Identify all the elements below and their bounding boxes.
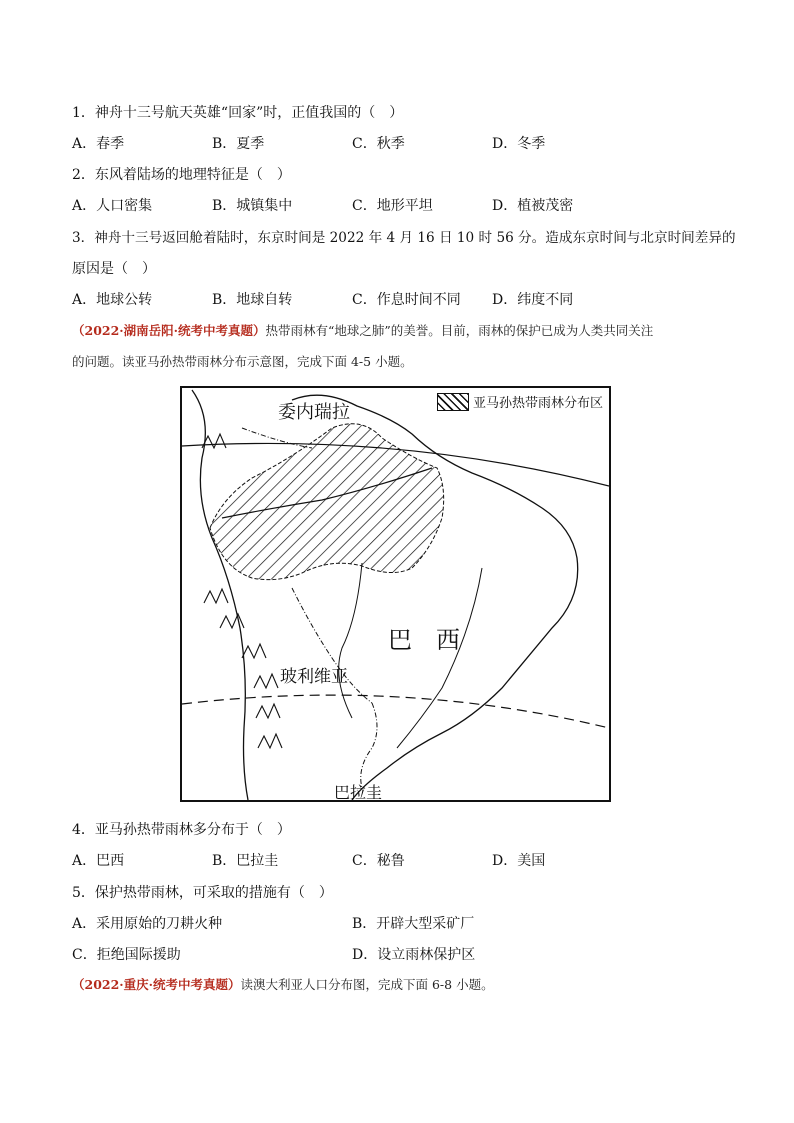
q5-option-a: A．采用原始的刀耕火种 — [72, 916, 223, 932]
q3-option-c: C．作息时间不同 — [352, 292, 461, 308]
q2-option-a: A．人口密集 — [72, 198, 153, 214]
source-2-text: 读澳大利亚人口分布图，完成下面 6-8 小题。 — [240, 977, 494, 992]
source-2-tag: （2022·重庆·统考中考真题） — [72, 977, 241, 992]
q1-option-c: C．秋季 — [352, 136, 405, 152]
rainforest-area — [210, 424, 444, 580]
q1-option-a: A．春季 — [72, 136, 125, 152]
q2-option-c: C．地形平坦 — [352, 198, 433, 214]
question-2-stem: 2．东风着陆场的地理特征是（ ） — [72, 167, 291, 183]
amazon-rainforest-map — [180, 386, 611, 802]
label-bolivia: 玻利维亚 — [280, 667, 348, 687]
source-1-tag: （2022·湖南岳阳·统考中考真题） — [72, 323, 266, 338]
label-brazil: 巴 西 — [388, 626, 460, 654]
question-5-stem: 5．保护热带雨林，可采取的措施有（ ） — [72, 885, 333, 901]
map-drawing — [182, 388, 609, 800]
q1-option-b: B．夏季 — [212, 136, 265, 152]
q3-option-d: D．纬度不同 — [492, 292, 574, 308]
source-1-text-line1: 热带雨林有“地球之肺”的美誉。目前，雨林的保护已成为人类共同关注 — [265, 323, 654, 338]
map-legend — [437, 392, 603, 411]
q4-option-c: C．秘鲁 — [352, 853, 405, 869]
tropic-line — [182, 695, 609, 728]
source-1-text-line2: 的问题。读亚马孙热带雨林分布示意图，完成下面 4-5 小题。 — [72, 354, 413, 369]
river — [397, 568, 482, 748]
q4-option-a: A．巴西 — [72, 853, 125, 869]
q4-option-b: B．巴拉圭 — [212, 853, 279, 869]
q3-option-b: B．地球自转 — [212, 292, 293, 308]
q2-option-b: B．城镇集中 — [212, 198, 293, 214]
q5-option-c: C．拒绝国际援助 — [72, 947, 181, 963]
question-3-stem-line1: 3．神舟十三号返回舱着陆时，东京时间是 2022 年 4 月 16 日 10 时 56 分。造成东京时间与北京时间差异的 — [72, 230, 736, 246]
question-4-stem: 4．亚马孙热带雨林多分布于（ ） — [72, 822, 291, 838]
q4-option-d: D．美国 — [492, 853, 546, 869]
label-paraguay: 巴拉圭 — [334, 783, 383, 802]
q5-option-d: D．设立雨林保护区 — [352, 947, 476, 963]
source-2-line — [72, 975, 494, 995]
question-1-stem: 1．神舟十三号航天英雄“回家”时，正值我国的（ ） — [72, 105, 404, 121]
q1-option-d: D．冬季 — [492, 136, 546, 152]
legend-label: 亚马孙热带雨林分布区 — [472, 396, 603, 411]
legend-hatch-swatch — [437, 393, 469, 411]
q5-option-b: B．开辟大型采矿厂 — [352, 916, 475, 932]
q2-option-d: D．植被茂密 — [492, 198, 574, 214]
source-1-line1 — [72, 321, 653, 341]
question-3-stem-line2: 原因是（ ） — [72, 261, 156, 277]
label-venezuela: 委内瑞拉 — [278, 402, 350, 423]
q3-option-a: A．地球公转 — [72, 292, 153, 308]
